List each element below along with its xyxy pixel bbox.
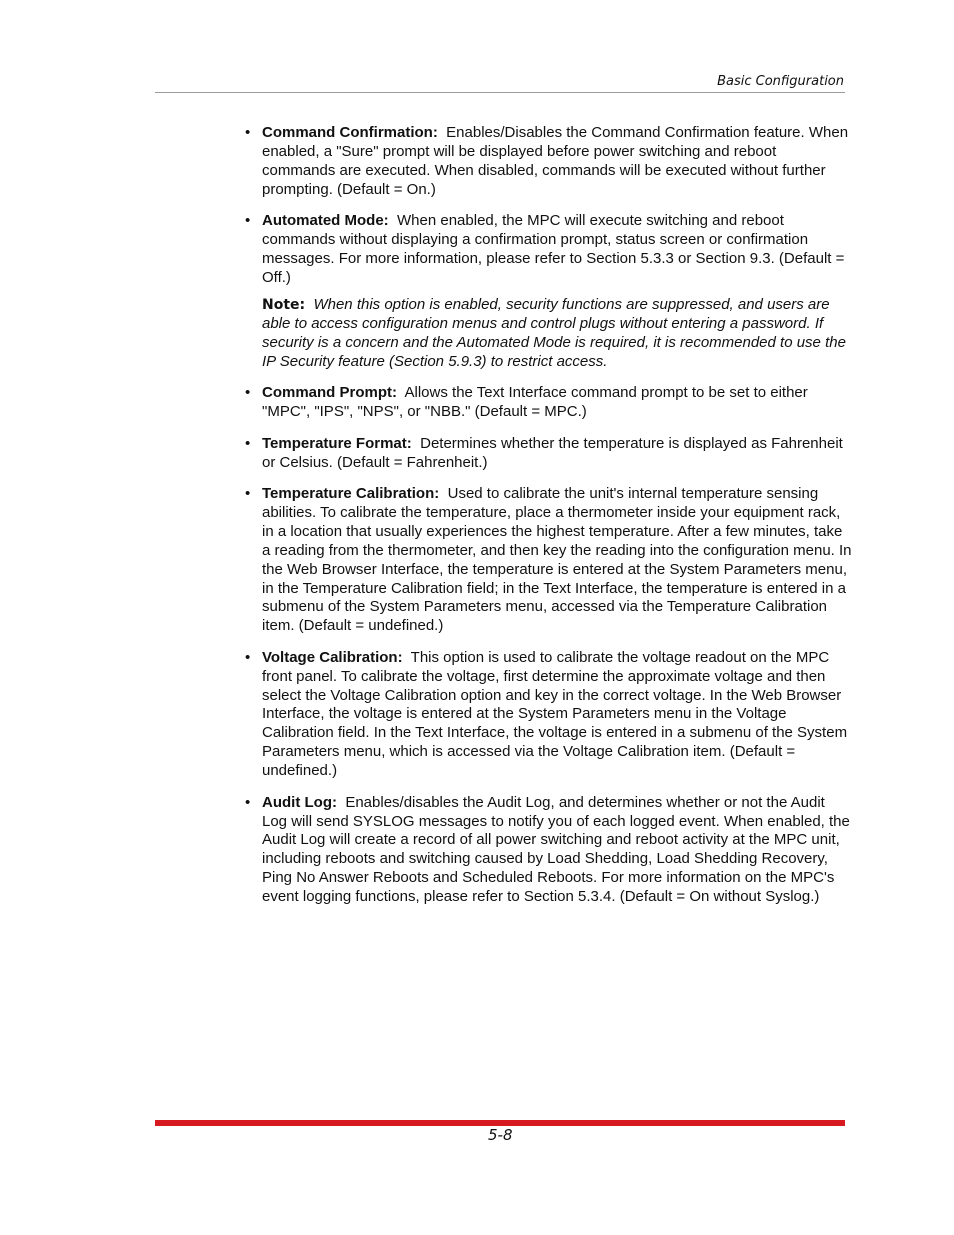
item-term: Automated Mode: [262, 212, 389, 230]
page-number: 5-8 [488, 1126, 513, 1144]
item-term: Command Prompt: [262, 384, 397, 402]
bullet-icon: • [245, 124, 251, 141]
header-divider [155, 92, 845, 93]
note-text: When this option is enabled, security functions are suppressed, and users are able to access configuration menus and control plugs without entering a password. If security is a concern and the Automated Mode is required, it is recommended to use the IP Security feature (Section 5.9.3) to restrict access. [262, 296, 846, 370]
list-item-voltage-calibration [245, 648, 852, 781]
section-title: Basic Configuration [717, 74, 844, 89]
bullet-icon: • [245, 434, 251, 452]
list-item-temperature-format [245, 434, 852, 473]
bullet-icon: • [245, 384, 251, 402]
item-text: Allows the Text Interface command prompt to be set to either "MPC", "IPS", "NPS", or "NBB." (Default = MPC.) [262, 384, 808, 421]
item-term: Voltage Calibration: [262, 648, 403, 666]
bullet-icon: • [245, 212, 251, 230]
list-item-automated-mode [245, 212, 852, 288]
list-item-temperature-calibration [245, 485, 852, 636]
page-body [245, 124, 852, 920]
list-item-command-prompt [245, 384, 852, 422]
item-term: Temperature Calibration: [262, 485, 440, 502]
bullet-icon: • [245, 648, 251, 666]
item-term: Command Confirmation: [262, 124, 438, 141]
item-term: Audit Log: [262, 793, 337, 811]
item-text: Determines whether the temperature is displayed as Fahrenheit or Celsius. (Default = Fahrenheit.) [262, 434, 843, 471]
item-text: This option is used to calibrate the voltage readout on the MPC front panel. To calibrate the voltage, first determine the approximate voltage and then select the Voltage Calibration option and key in the correct voltage. In the Web Browser Interface, the voltage is entered at the System Parameters menu in the Voltage Calibration field. In the Text Interface, the voltage is entered in a submenu of the System Parameters menu, which is accessed via the Voltage Calibration item. (Default = undefined.) [262, 648, 848, 780]
item-text: Enables/disables the Audit Log, and determines whether or not the Audit Log will send SYSLOG messages to notify you of each logged event. When enabled, the Audit Log will create a record of all power switching and reboot activity at the MPC unit, including reboots and switching caused by Load Shedding, Load Shedding Recovery, Ping No Answer Reboots and Scheduled Reboots. For more information on the MPC's event logging functions, please refer to Section 5.3.4. (Default = On without Syslog.) [262, 793, 850, 906]
item-text: Enables/Disables the Command Confirmation feature. When enabled, a "Sure" prompt will be displayed before power switching and reboot commands are executed. When disabled, commands will be executed without further prompting. (Default = On.) [262, 124, 849, 198]
note-block [262, 296, 852, 372]
item-text: When enabled, the MPC will execute switching and reboot commands without displaying a confirmation prompt, status screen or confirmation messages. For more information, please refer to Section 5.3.3 or Section 9.3. (Default = Off.) [262, 212, 845, 286]
note-label: Note: [262, 297, 306, 314]
item-term: Temperature Format: [262, 434, 412, 452]
bullet-icon: • [245, 793, 251, 811]
list-item-audit-log [245, 793, 852, 907]
bullet-icon: • [245, 485, 251, 502]
item-text: Used to calibrate the unit's internal temperature sensing abilities. To calibrate the temperature, place a thermometer inside your equipment rack, in a location that usually experiences the highest temperature. After a few minutes, take a reading from the thermometer, and then key the reading into the configuration menu. In the Web Browser Interface, the temperature is entered at the System Parameters menu, in the Temperature Calibration field; in the Text Interface, the temperature is entered in a submenu of the System Parameters menu, accessed via the Temperature Calibration item. (Default = undefined.) [262, 485, 852, 635]
list-item-command-confirmation [245, 124, 852, 200]
